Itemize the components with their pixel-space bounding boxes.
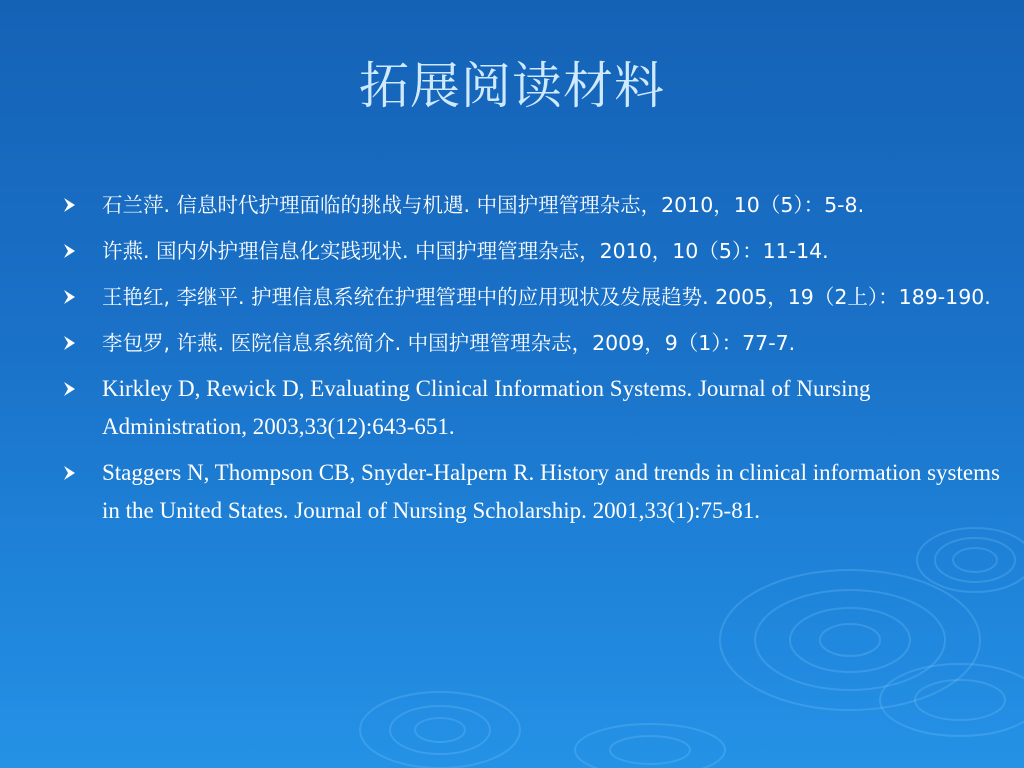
- arrow-bullet-icon: [62, 241, 78, 261]
- reference-item: [60, 370, 1000, 446]
- arrow-bullet-icon: [62, 333, 78, 353]
- reference-item: [60, 232, 1000, 270]
- reference-item: [60, 278, 1000, 316]
- reference-item: [60, 324, 1000, 362]
- reference-text: 王艳红, 李继平. 护理信息系统在护理管理中的应用现状及发展趋势. 2005，19（2上）：189-190.: [102, 285, 991, 309]
- reference-item: [60, 186, 1000, 224]
- reference-text: 李包罗, 许燕. 医院信息系统简介. 中国护理管理杂志，2009，9（1）：77-7.: [102, 331, 796, 355]
- reference-text: Staggers N, Thompson CB, Snyder-Halpern R. History and trends in clinical information systems in the United States. Journal of Nursing Scholarship. 2001,33(1):75-81.: [102, 460, 1000, 523]
- reference-item: [60, 454, 1000, 530]
- arrow-bullet-icon: [62, 195, 78, 215]
- slide-title: 拓展阅读材料: [359, 57, 665, 115]
- arrow-bullet-icon: [62, 463, 78, 483]
- reference-list: [60, 186, 1000, 538]
- arrow-bullet-icon: [62, 379, 78, 399]
- reference-text: 石兰萍. 信息时代护理面临的挑战与机遇. 中国护理管理杂志，2010，10（5）：5-8.: [102, 193, 865, 217]
- reference-text: Kirkley D, Rewick D, Evaluating Clinical Information Systems. Journal of Nursing Administration, 2003,33(12):643-651.: [102, 376, 871, 439]
- reference-text: 许燕. 国内外护理信息化实践现状. 中国护理管理杂志，2010，10（5）：11-14.: [102, 239, 829, 263]
- arrow-bullet-icon: [62, 287, 78, 307]
